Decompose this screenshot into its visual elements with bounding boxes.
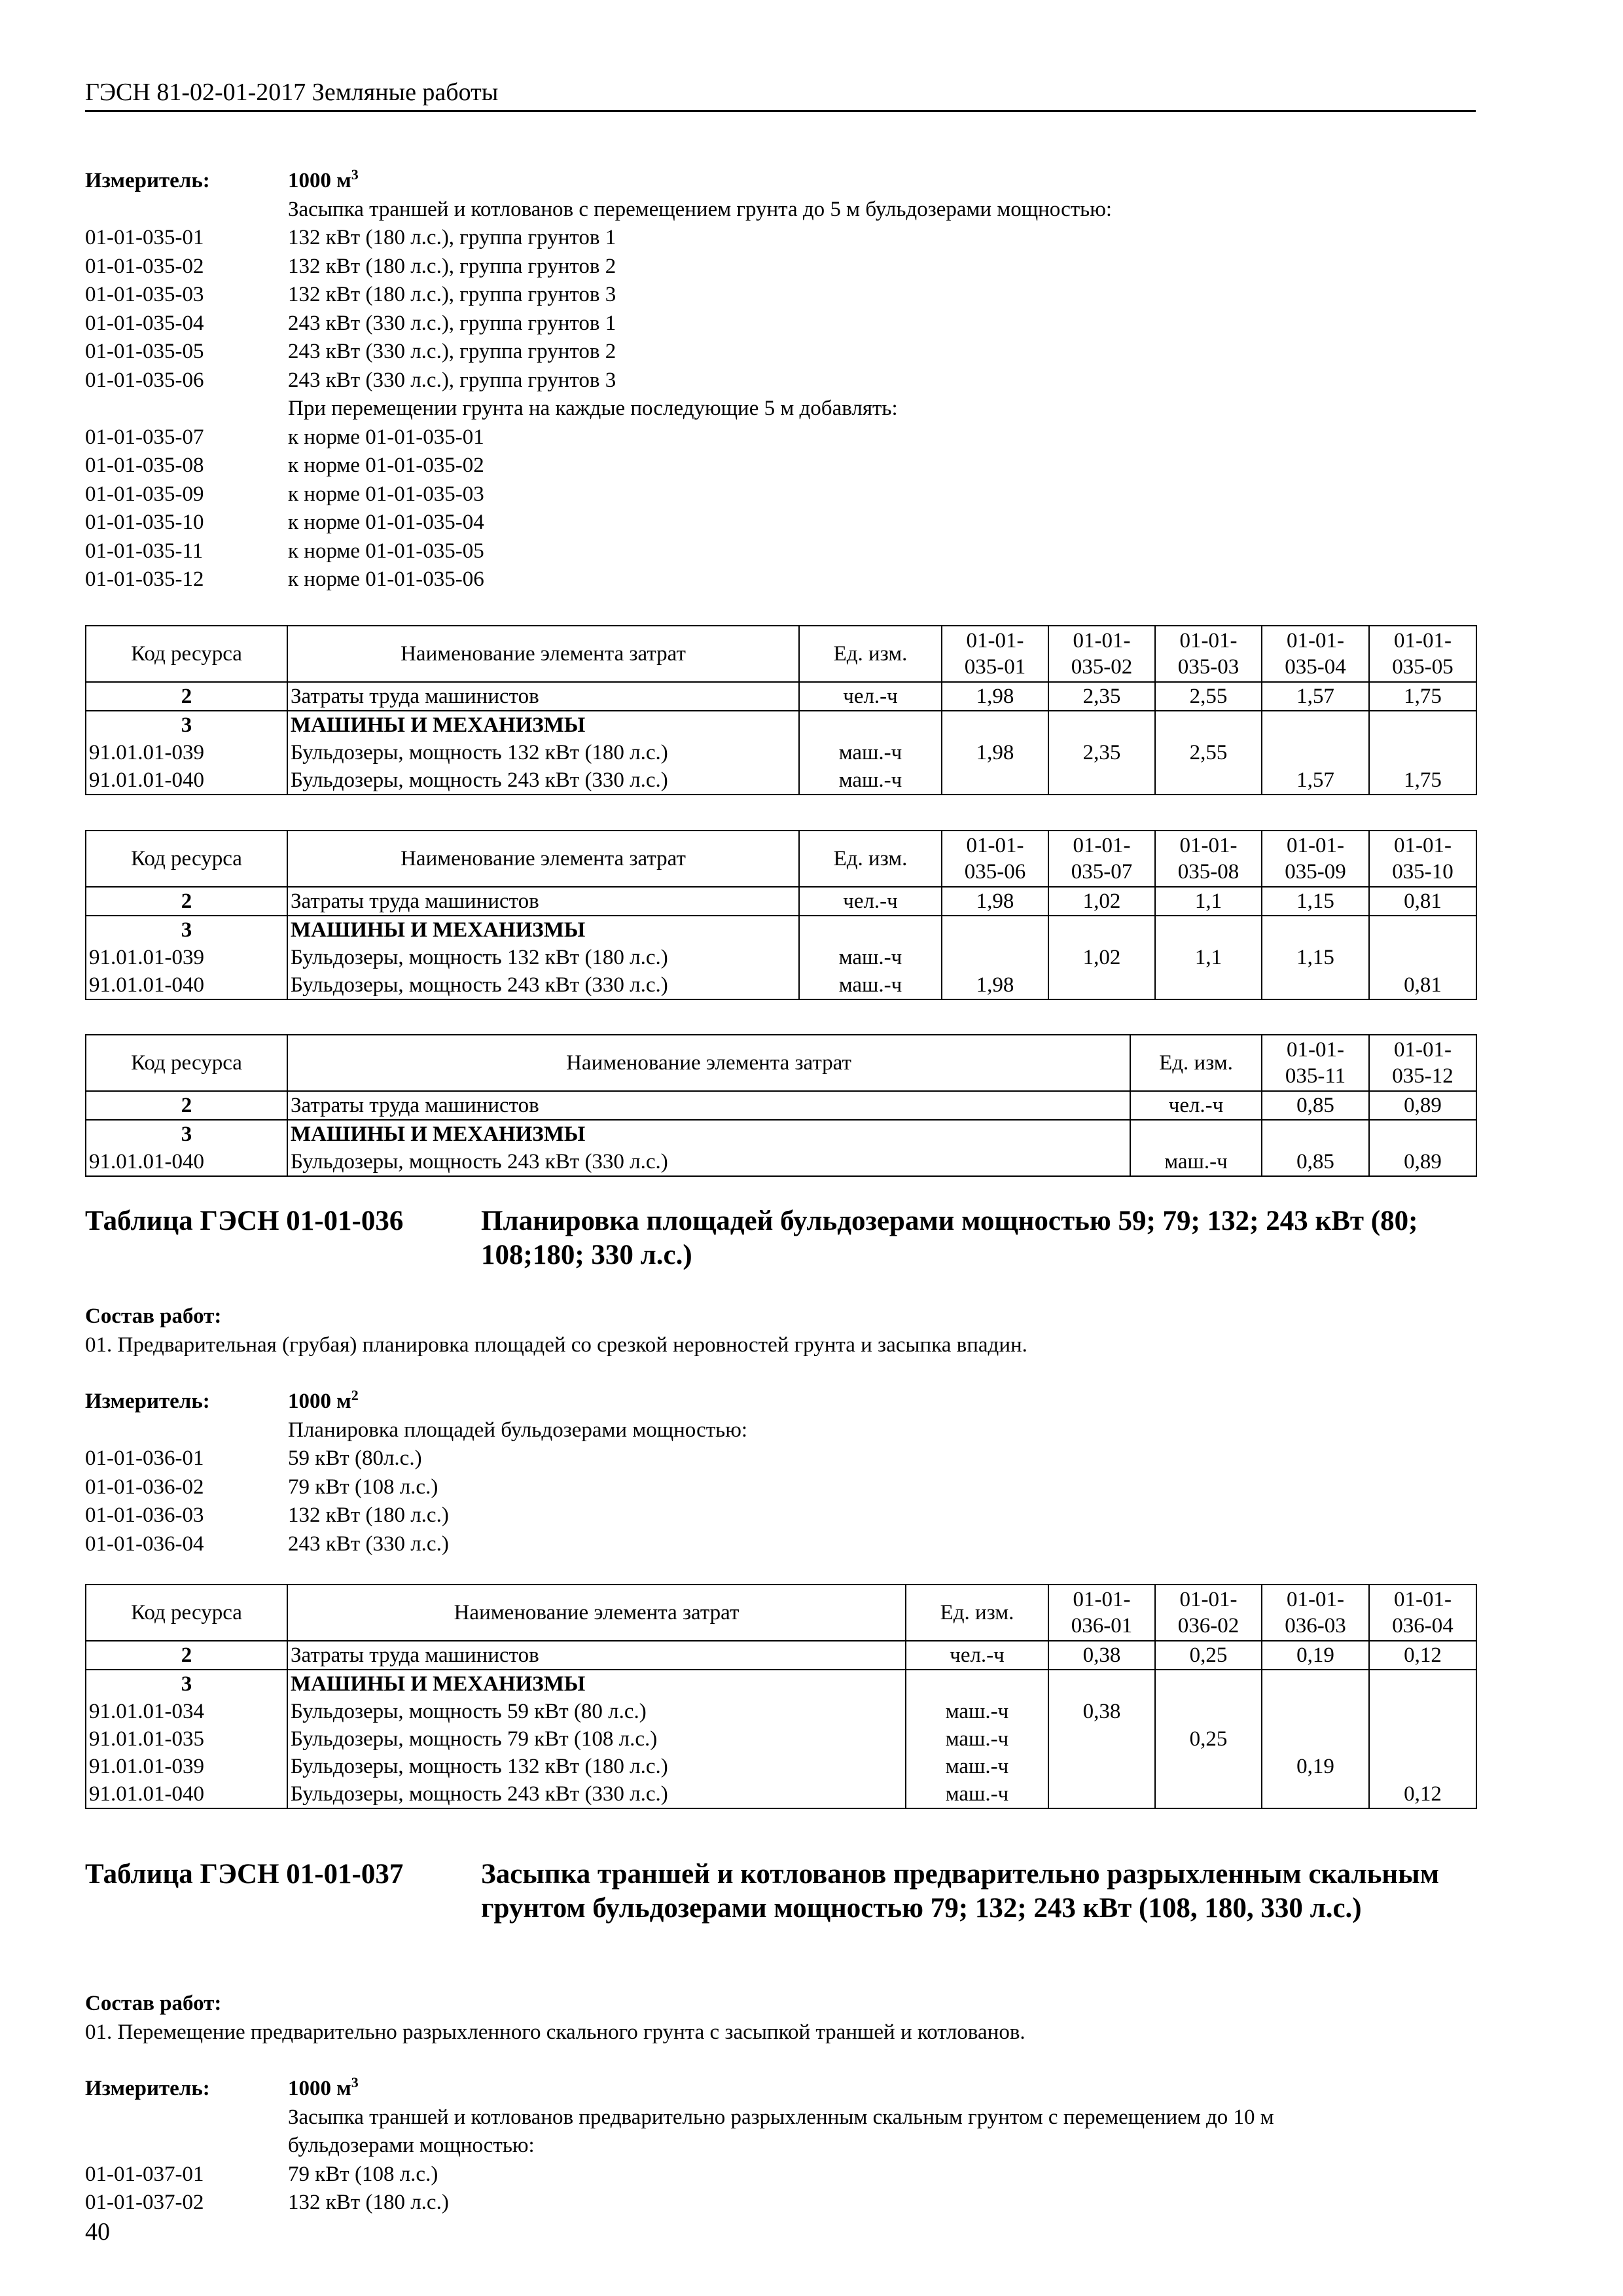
list-item: 01-01-036-03 132 кВт (180 л.с.)	[85, 1503, 449, 1527]
list-item: 01-01-035-02 132 кВт (180 л.с.), группа грунтов 2	[85, 254, 616, 278]
col-header-name: Наименование элемента затрат	[287, 1035, 1130, 1091]
measure-value: 1000 $м^3$	[288, 2074, 359, 2100]
col-header-norm: 01-01- 035-04	[1262, 626, 1369, 682]
table-row: 3 МАШИНЫ И МЕХАНИЗМЫ	[86, 1120, 1476, 1148]
resource-table-035-a	[85, 625, 1477, 795]
table-label: Таблица ГЭСН 01-01-036	[85, 1206, 404, 1236]
table-header-row	[86, 831, 1476, 887]
list-item: 01-01-035-05 243 кВт (330 л.с.), группа грунтов 2	[85, 340, 616, 363]
list-item: 01-01-035-12 к норме 01-01-035-06	[85, 567, 484, 591]
measure-label: Измеритель:	[85, 2077, 210, 2100]
col-header-norm: 01-01- 036-01	[1048, 1585, 1155, 1641]
list-item: 01-01-035-08 к норме 01-01-035-02	[85, 454, 484, 477]
works-text: 01. Перемещение предварительно разрыхленного скального грунта с засыпкой траншей и котлованов.	[85, 2020, 1026, 2044]
items-list-035-a	[85, 224, 1476, 395]
col-header-norm: 01-01- 035-05	[1369, 626, 1476, 682]
table-row: 3 МАШИНЫ И МЕХАНИЗМЫ	[86, 1670, 1476, 1698]
measure-value: 1000 $м^2$	[288, 1387, 359, 1413]
resource-table-035-c	[85, 1034, 1477, 1177]
col-header-norm: 01-01- 035-11	[1262, 1035, 1369, 1091]
page-number: 40	[85, 2218, 110, 2246]
table-row: 91.01.01-040 Бульдозеры, мощность 243 кВт (330 л.с.) маш.-ч 1,98 0,81	[86, 971, 1476, 999]
list-item: 01-01-035-06 243 кВт (330 л.с.), группа грунтов 3	[85, 368, 616, 392]
list-item: 01-01-035-07 к норме 01-01-035-01	[85, 425, 484, 449]
col-header-code: Код ресурса	[86, 831, 287, 887]
measure-value: 1000 $м^3$	[288, 166, 359, 192]
list-item: 01-01-035-11 к норме 01-01-035-05	[85, 539, 484, 563]
col-header-norm: 01-01- 036-03	[1262, 1585, 1369, 1641]
table-row: 91.01.01-035 Бульдозеры, мощность 79 кВт (108 л.с.) маш.-ч 0,25	[86, 1725, 1476, 1753]
works-label: Состав работ:	[85, 1304, 222, 1328]
table-row: 91.01.01-040 Бульдозеры, мощность 243 кВт (330 л.с.) маш.-ч 0,85 0,89	[86, 1148, 1476, 1176]
table-row: 91.01.01-040 Бульдозеры, мощность 243 кВт (330 л.с.) маш.-ч 1,57 1,75	[86, 766, 1476, 795]
section-intro-cont: бульдозерами мощностью:	[288, 2134, 535, 2157]
col-header-name: Наименование элемента затрат	[287, 626, 799, 682]
table-row: 91.01.01-034 Бульдозеры, мощность 59 кВт (80 л.с.) маш.-ч 0,38	[86, 1698, 1476, 1725]
list-item: 01-01-037-02 132 кВт (180 л.с.)	[85, 2191, 449, 2214]
table-row: 2 Затраты труда машинистов чел.-ч 0,38 0,25 0,19 0,12	[86, 1641, 1476, 1670]
list-item: 01-01-035-03 132 кВт (180 л.с.), группа грунтов 3	[85, 283, 616, 306]
section-intro: Планировка площадей бульдозерами мощностью:	[288, 1418, 748, 1442]
col-header-code: Код ресурса	[86, 1035, 287, 1091]
table-row: 91.01.01-039 Бульдозеры, мощность 132 кВт (180 л.с.) маш.-ч 0,19	[86, 1753, 1476, 1780]
table-row: 2 Затраты труда машинистов чел.-ч 0,85 0,89	[86, 1091, 1476, 1120]
col-header-name: Наименование элемента затрат	[287, 831, 799, 887]
col-header-norm: 01-01- 035-09	[1262, 831, 1369, 887]
col-header-norm: 01-01- 035-08	[1155, 831, 1262, 887]
col-header-unit: Ед. изм.	[799, 626, 942, 682]
col-header-norm: 01-01- 035-06	[942, 831, 1048, 887]
col-header-norm: 01-01- 035-07	[1048, 831, 1155, 887]
works-label: Состав работ:	[85, 1992, 222, 2015]
table-row: 2 Затраты труда машинистов чел.-ч 1,98 1,02 1,1 1,15 0,81	[86, 887, 1476, 916]
table-header-row	[86, 1035, 1476, 1091]
measure-label: Измеритель:	[85, 1390, 210, 1413]
works-text: 01. Предварительная (грубая) планировка площадей со срезкой неровностей грунта и засыпка впадин.	[85, 1333, 1027, 1357]
table-row: 3 МАШИНЫ И МЕХАНИЗМЫ	[86, 916, 1476, 944]
table-row: 91.01.01-039 Бульдозеры, мощность 132 кВт (180 л.с.) маш.-ч 1,02 1,1 1,15	[86, 944, 1476, 971]
table-header-row	[86, 1585, 1476, 1641]
section-036-list	[85, 1388, 1476, 1558]
section-intro: Засыпка траншей и котлованов с перемещением грунта до 5 м бульдозерами мощностью:	[288, 197, 1113, 221]
list-item: 01-01-035-10 к норме 01-01-035-04	[85, 511, 484, 534]
list-item: 01-01-036-01 59 кВт (80л.с.)	[85, 1446, 422, 1470]
col-header-norm: 01-01- 035-10	[1369, 831, 1476, 887]
section-036-works	[85, 1302, 1476, 1359]
col-header-unit: Ед. изм.	[1130, 1035, 1262, 1091]
section-sub-intro: При перемещении грунта на каждые последующие 5 м добавлять:	[288, 397, 898, 420]
resource-table-035-b	[85, 830, 1477, 1000]
col-header-norm: 01-01- 035-03	[1155, 626, 1262, 682]
table-row: 3 МАШИНЫ И МЕХАНИЗМЫ	[86, 711, 1476, 739]
table-row: 91.01.01-040 Бульдозеры, мощность 243 кВт (330 л.с.) маш.-ч 0,12	[86, 1780, 1476, 1808]
resource-table-036	[85, 1584, 1477, 1809]
list-item: 01-01-035-04 243 кВт (330 л.с.), группа грунтов 1	[85, 311, 616, 335]
list-item: 01-01-036-02 79 кВт (108 л.с.)	[85, 1475, 438, 1499]
table-header-row	[86, 626, 1476, 682]
col-header-code: Код ресурса	[86, 626, 287, 682]
table-heading: Засыпка траншей и котлованов предварительно разрыхленным скальным грунтом бульдозерами мощностью 79; 132; 243 кВт (108, 180, 330 л.с.)	[481, 1859, 1440, 1924]
items-list-035-b	[85, 423, 1476, 594]
col-header-norm: 01-01- 035-01	[942, 626, 1048, 682]
list-item: 01-01-035-09 к норме 01-01-035-03	[85, 482, 484, 506]
table-title-036	[85, 1204, 1476, 1276]
col-header-code: Код ресурса	[86, 1585, 287, 1641]
col-header-name: Наименование элемента затрат	[287, 1585, 906, 1641]
table-row: 91.01.01-039 Бульдозеры, мощность 132 кВт (180 л.с.) маш.-ч 1,98 2,35 2,55	[86, 739, 1476, 766]
table-title-037	[85, 1857, 1476, 1962]
section-intro: Засыпка траншей и котлованов предварительно разрыхленным скальным грунтом с перемещением до 10 м	[288, 2105, 1274, 2129]
section-035-list	[85, 167, 1476, 594]
list-item: 01-01-036-04 243 кВт (330 л.с.)	[85, 1532, 449, 1556]
section-037-list	[85, 2075, 1476, 2217]
measure-label: Измеритель:	[85, 169, 210, 192]
list-item: 01-01-035-01 132 кВт (180 л.с.), группа грунтов 1	[85, 226, 616, 249]
col-header-norm: 01-01- 035-12	[1369, 1035, 1476, 1091]
col-header-unit: Ед. изм.	[906, 1585, 1048, 1641]
col-header-norm: 01-01- 036-02	[1155, 1585, 1262, 1641]
col-header-norm: 01-01- 035-02	[1048, 626, 1155, 682]
col-header-unit: Ед. изм.	[799, 831, 942, 887]
table-heading: Планировка площадей бульдозерами мощностью 59; 79; 132; 243 кВт (80; 108;180; 330 л.с.)	[481, 1206, 1418, 1270]
running-header: ГЭСН 81-02-01-2017 Земляные работы	[85, 77, 1476, 112]
section-037-works	[85, 1990, 1476, 2047]
list-item: 01-01-037-01 79 кВт (108 л.с.)	[85, 2162, 438, 2186]
table-row: 2 Затраты труда машинистов чел.-ч 1,98 2,35 2,55 1,57 1,75	[86, 682, 1476, 711]
col-header-norm: 01-01- 036-04	[1369, 1585, 1476, 1641]
table-label: Таблица ГЭСН 01-01-037	[85, 1859, 404, 1890]
